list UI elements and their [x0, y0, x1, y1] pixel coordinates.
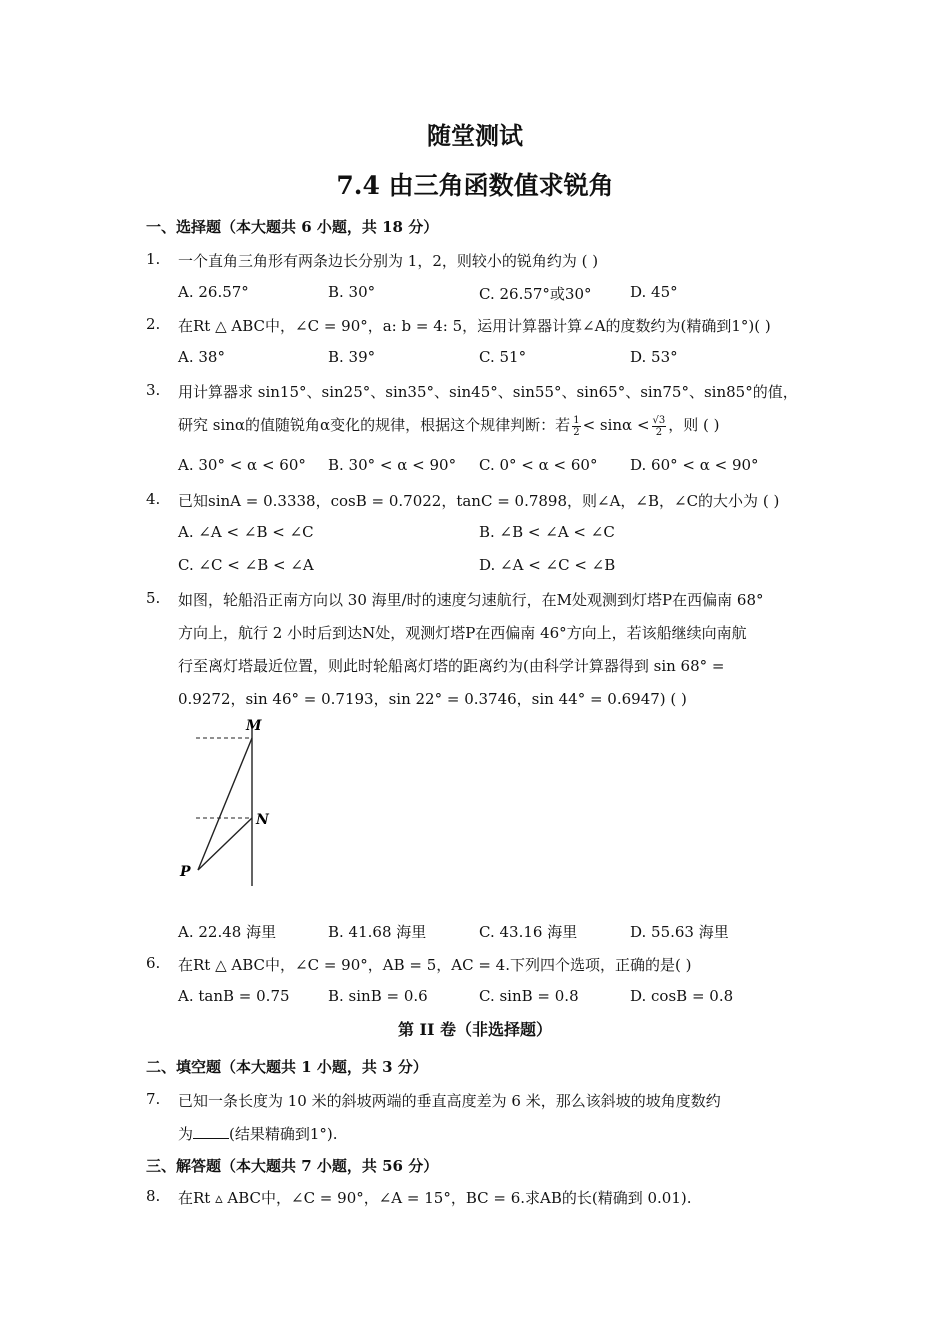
q6-option-d[interactable]: D. cosB = 0.8 [630, 987, 734, 1005]
q7-text-b: (结果精确到1°). [229, 1125, 338, 1143]
q3-text-c: ，则 ( ) [668, 416, 720, 434]
question-5-line-4: 0.9272，sin 46° = 0.7193，sin 22° = 0.3746，sin 44° = 0.6947) ( ) [178, 690, 687, 708]
q4-option-a[interactable]: A. ∠A < ∠B < ∠C [178, 523, 314, 541]
q5-option-d[interactable]: D. 55.63 海里 [630, 923, 729, 941]
question-5-line-2: 方向上，航行 2 小时后到达N处，观测灯塔P在西偏南 46°方向上，若该船继续向南航 [178, 624, 747, 642]
q3-option-a[interactable]: A. 30° < α < 60° [178, 456, 306, 474]
page-title: 随堂测试 [427, 121, 523, 150]
q5-option-c[interactable]: C. 43.16 海里 [479, 923, 578, 941]
question-6-text: 在Rt △ ABC中，∠C = 90°，AB = 5，AC = 4.下列四个选项，正确的是( ) [178, 956, 692, 974]
question-1-text: 一个直角三角形有两条边长分别为 1，2，则较小的锐角约为 ( ) [178, 252, 599, 270]
q5-option-a[interactable]: A. 22.48 海里 [178, 923, 277, 941]
question-7-line-2 [178, 1123, 338, 1144]
q6-option-a[interactable]: A. tanB = 0.75 [178, 987, 290, 1005]
question-number: 8. [146, 1187, 161, 1205]
q2-option-c[interactable]: C. 51° [479, 348, 527, 366]
page-subtitle: 7.4 由三角函数值求锐角 [336, 171, 614, 200]
q3-option-b[interactable]: B. 30° < α < 90° [328, 456, 457, 474]
question-7-line-1: 已知一条长度为 10 米的斜坡两端的垂直高度差为 6 米，那么该斜坡的坡角度数约 [178, 1092, 721, 1110]
label-p: P [180, 864, 191, 880]
question-number: 6. [146, 954, 161, 972]
line-n-p [198, 818, 252, 870]
part-ii-heading: 第 II 卷（非选择题） [397, 1020, 553, 1039]
q7-text-a: 为 [178, 1125, 194, 1143]
section-choice-heading: 一、选择题（本大题共 6 小题，共 18 分） [146, 218, 439, 236]
section-solve-heading: 三、解答题（本大题共 7 小题，共 56 分） [146, 1157, 439, 1175]
question-number: 7. [146, 1090, 161, 1108]
fraction-one-half: $\frac{1}{2}$ [573, 414, 580, 438]
answer-blank[interactable] [193, 1124, 229, 1139]
question-5-line-1: 如图，轮船沿正南方向以 30 海里/时的速度匀速航行，在M处观测到灯塔P在西偏南 68° [178, 591, 764, 609]
label-n: N [256, 812, 269, 828]
question-number: 5. [146, 589, 161, 607]
q1-option-d[interactable]: D. 45° [630, 283, 678, 301]
question-2-text: 在Rt △ ABC中，∠C = 90°，a: b = 4: 5，运用计算器计算∠A的度数约为(精确到1°)( ) [178, 317, 771, 335]
q2-option-b[interactable]: B. 39° [328, 348, 376, 366]
question-number: 1. [146, 250, 161, 268]
section-fill-heading: 二、填空题（本大题共 1 小题，共 3 分） [146, 1058, 428, 1076]
question-3-line-2 [178, 414, 720, 438]
q4-option-d[interactable]: D. ∠A < ∠C < ∠B [479, 556, 616, 574]
question-number: 2. [146, 315, 161, 333]
q6-option-c[interactable]: C. sinB = 0.8 [479, 987, 579, 1005]
line-m-p [198, 738, 252, 870]
q1-option-c[interactable]: C. 26.57°或30° [479, 285, 592, 303]
question-number: 4. [146, 490, 161, 508]
fraction-root3-half: $\frac{√3}{2}$ [652, 414, 666, 438]
q5-option-b[interactable]: B. 41.68 海里 [328, 923, 427, 941]
question-3-line-1: 用计算器求 sin15°、sin25°、sin35°、sin45°、sin55°、sin65°、sin75°、sin85°的值， [178, 383, 798, 401]
q4-option-c[interactable]: C. ∠C < ∠B < ∠A [178, 556, 314, 574]
q6-option-b[interactable]: B. sinB = 0.6 [328, 987, 428, 1005]
question-4-text: 已知sinA = 0.3338，cosB = 0.7022，tanC = 0.7898，则∠A，∠B，∠C的大小为 ( ) [178, 492, 780, 510]
label-m: M [246, 718, 262, 734]
q3-option-c[interactable]: C. 0° < α < 60° [479, 456, 598, 474]
q1-option-b[interactable]: B. 30° [328, 283, 376, 301]
q3-text-b: < sinα < [582, 416, 650, 434]
question-5-line-3: 行至离灯塔最近位置，则此时轮船离灯塔的距离约为(由科学计算器得到 sin 68° = [178, 657, 725, 675]
q1-option-a[interactable]: A. 26.57° [178, 283, 249, 301]
q2-option-d[interactable]: D. 53° [630, 348, 678, 366]
question-8-text: 在Rt ▵ ABC中，∠C = 90°，∠A = 15°，BC = 6.求AB的长(精确到 0.01). [178, 1189, 692, 1207]
question-number: 3. [146, 381, 161, 399]
q3-option-d[interactable]: D. 60° < α < 90° [630, 456, 759, 474]
ship-lighthouse-figure [172, 712, 292, 892]
q4-option-b[interactable]: B. ∠B < ∠A < ∠C [479, 523, 615, 541]
q2-option-a[interactable]: A. 38° [178, 348, 225, 366]
q3-text-a: 研究 sinα的值随锐角α变化的规律，根据这个规律判断：若 [178, 416, 571, 434]
